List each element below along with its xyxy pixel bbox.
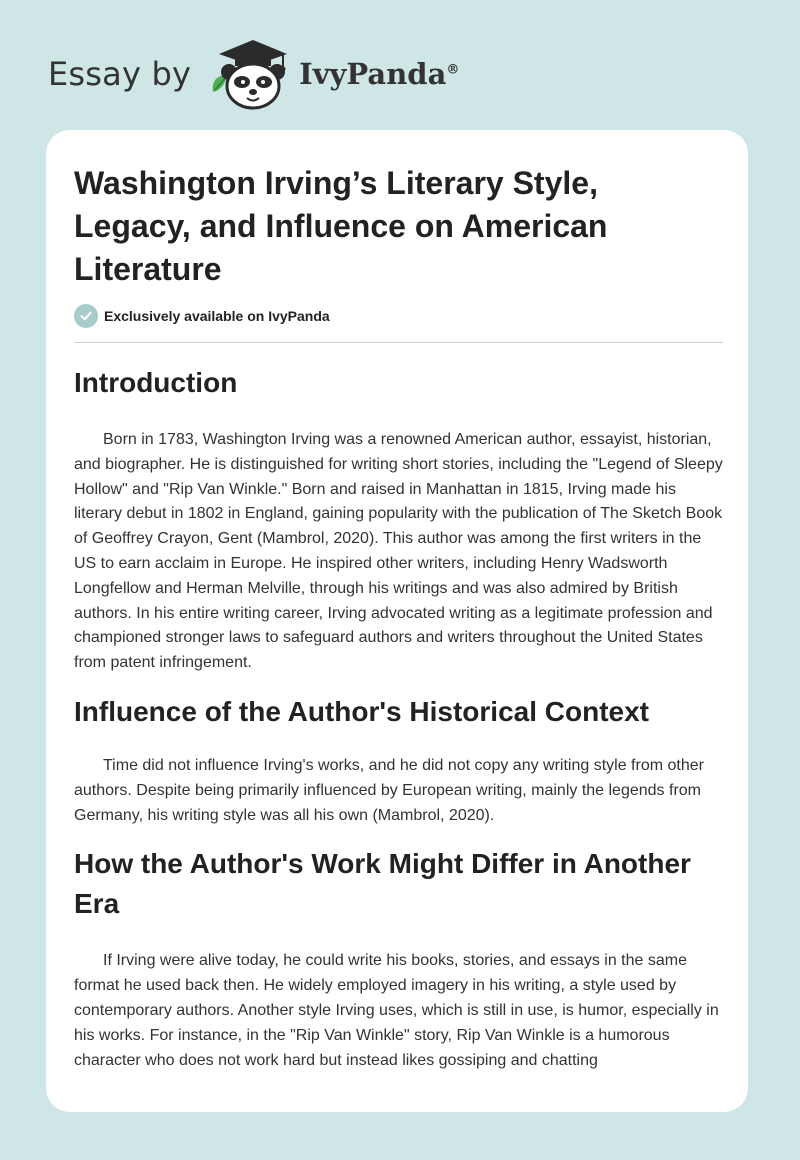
section-body-historical-context: Time did not influence Irving's works, and he did not copy any writing style from other authors. Despite being primarily influenced by European writing, mainly the legends from Germany, his writing style was all his own (Mambrol, 2020).: [74, 756, 704, 824]
registered-mark: ®: [446, 62, 460, 78]
essay-title: Washington Irving’s Literary Style, Legacy, and Influence on American Literature: [74, 165, 608, 287]
ivypanda-wordmark[interactable]: [299, 57, 459, 91]
section-body-another-era: If Irving were alive today, he could write his books, stories, and essays in the same format he used back then. He widely employed imagery in his writing, a style used by contemporary authors. Another style Irving uses, which is still in use, is humor, especially in his works. For instance, in the "Rip Van Winkle" story, Rip Van Winkle is a humorous character who does not work hard but instead likes gossiping and chatting: [74, 952, 719, 1069]
section-heading-another-era: How the Author's Work Might Differ in Another Era: [74, 848, 691, 920]
section-heading-historical-context: Influence of the Author's Historical Context: [74, 695, 649, 727]
exclusive-badge-label: Exclusively available on IvyPanda: [104, 308, 330, 324]
section-body-introduction: Born in 1783, Washington Irving was a renowned American author, essayist, historian, and biographer. He is distinguished for writing short stories, including the "Legend of Sleepy Hollow" and "Rip Van Winkle." Born and raised in Manhattan in 1815, Irving made his literary debut in 1802 in England, gaining popularity with the publication of The Sketch Book of Geoffrey Crayon, Gent (Mambrol, 2020). This author was among the first writers in the US to earn acclaim in Europe. He inspired other writers, including Henry Wadsworth Longfellow and Herman Melville, through his writings and was also admired by British authors. In his entire writing career, Irving advocated writing as a legitimate profession and championed stronger laws to safeguard authors and writers throughout the United States from patent infringement.: [74, 431, 723, 672]
exclusive-badge: [74, 304, 723, 328]
check-circle-icon: [74, 304, 98, 328]
section-heading-introduction: Introduction: [74, 367, 238, 398]
title-divider: [74, 342, 723, 343]
panda-logo-icon[interactable]: [205, 34, 297, 114]
site-header: [48, 34, 459, 114]
essay-card: [46, 130, 748, 1112]
essay-by-label: Essay by: [48, 55, 192, 93]
brand-name-text: IvyPanda: [299, 57, 447, 91]
essay-content: [74, 162, 723, 1073]
